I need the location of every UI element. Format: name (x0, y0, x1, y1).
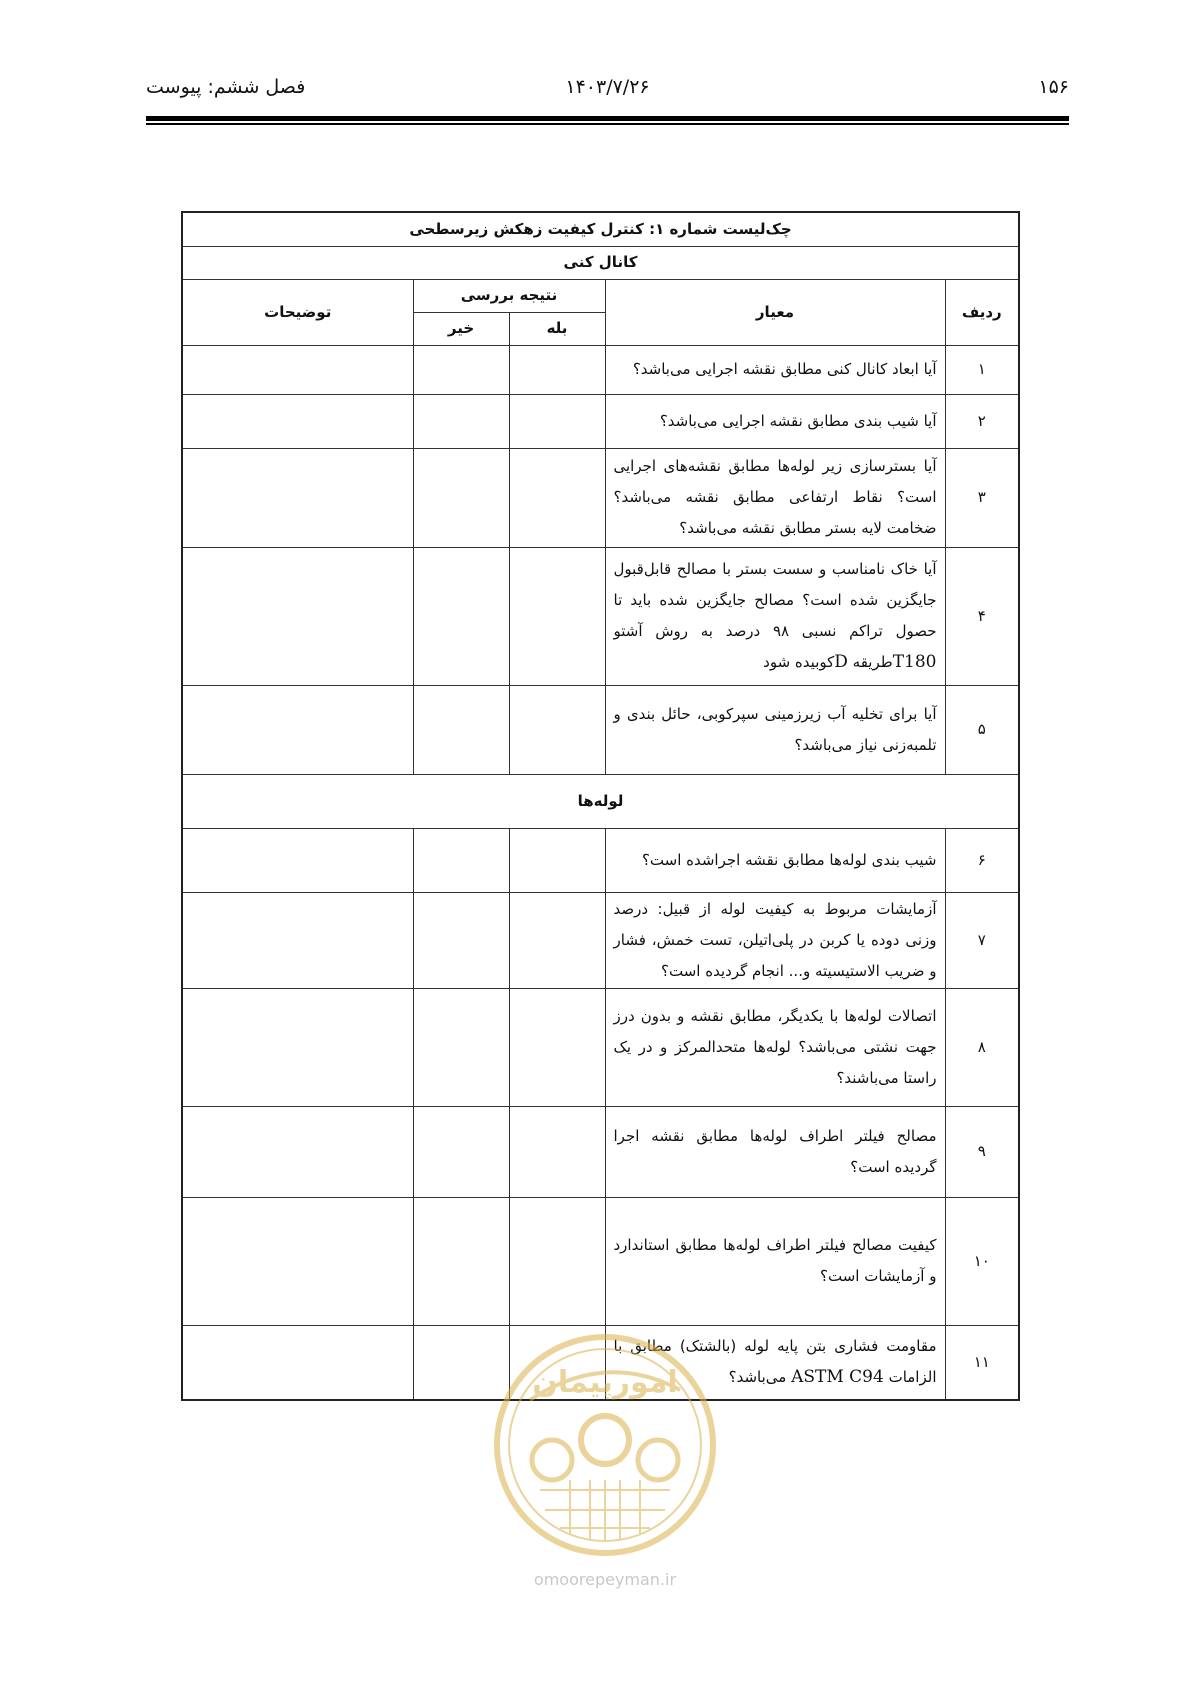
section-row (182, 246, 1019, 279)
row-number: ۶ (945, 828, 1019, 892)
cell-yes[interactable] (509, 828, 605, 892)
cell-no[interactable] (413, 448, 509, 547)
chapter-title: فصل ششم: پیوست (146, 76, 306, 98)
standard-code: ASTM C94 (791, 1367, 884, 1388)
row-criterion: آزمایشات مربوط به کیفیت لوله از قبیل: درصد وزنی دوده یا کربن در پلی‌اتیلن، تست خمش، فشار و ضریب الاستیسیته و... انجام گردیده است؟ (605, 892, 945, 988)
cell-no[interactable] (413, 988, 509, 1106)
table-row (182, 892, 1019, 988)
row-criterion: شیب بندی لوله‌ها مطابق نقشه اجراشده است؟ (605, 828, 945, 892)
cell-no[interactable] (413, 828, 509, 892)
cell-yes[interactable] (509, 345, 605, 394)
standard-code: D (834, 652, 848, 672)
row-criterion: آیا بسترسازی زیر لوله‌ها مطابق نقشه‌های اجرایی است؟ نقاط ارتفاعی مطابق نقشه می‌باشد؟ ضخامت لایه بستر مطابق نقشه می‌باشد؟ (605, 448, 945, 547)
row-number: ۴ (945, 547, 1019, 685)
standard-code: T180 (892, 652, 937, 672)
col-header-yes: بله (509, 312, 605, 345)
cell-notes[interactable] (182, 1106, 413, 1197)
table-row (182, 345, 1019, 394)
table-row (182, 1106, 1019, 1197)
cell-yes[interactable] (509, 892, 605, 988)
table-row (182, 685, 1019, 774)
cell-notes[interactable] (182, 394, 413, 448)
row-number: ۵ (945, 685, 1019, 774)
header-rule-thin (146, 123, 1069, 125)
watermark-site: omoorepeyman.ir (533, 1570, 677, 1589)
section-title-pipes: لوله‌ها (182, 774, 1019, 828)
header-rule-thick (146, 116, 1069, 121)
cell-no[interactable] (413, 1197, 509, 1325)
col-header-criterion: معیار (605, 279, 945, 345)
row-criterion: آیا شیب بندی مطابق نقشه اجرایی می‌باشد؟ (605, 394, 945, 448)
cell-notes[interactable] (182, 828, 413, 892)
cell-notes[interactable] (182, 892, 413, 988)
row-number: ۸ (945, 988, 1019, 1106)
table-row (182, 1197, 1019, 1325)
table-title: چک‌لیست شماره ۱: کنترل کیفیت زهکش زیرسطحی (182, 212, 1019, 246)
page-number: ۱۵۶ (1038, 76, 1069, 98)
page-header (146, 76, 1069, 106)
row-criterion: آیا برای تخلیه آب زیرزمینی سپرکوبی، حائل بندی و تلمبه‌زنی نیاز می‌باشد؟ (605, 685, 945, 774)
row-number: ۳ (945, 448, 1019, 547)
row-number: ۷ (945, 892, 1019, 988)
criterion-text: مقاومت فشاری بتن پایه لوله (بالشتک) مطابق با الزامات (613, 1337, 937, 1387)
cell-notes[interactable] (182, 685, 413, 774)
cell-yes[interactable] (509, 988, 605, 1106)
cell-no[interactable] (413, 892, 509, 988)
section-title-excavation: کانال کنی (182, 246, 1019, 279)
row-number: ۱ (945, 345, 1019, 394)
cell-yes[interactable] (509, 394, 605, 448)
cell-no[interactable] (413, 345, 509, 394)
checklist-table (181, 211, 1020, 1401)
column-header-row (182, 279, 1019, 312)
cell-notes[interactable] (182, 988, 413, 1106)
table-row (182, 828, 1019, 892)
row-criterion: آیا ابعاد کانال کنی مطابق نقشه اجرایی می‌باشد؟ (605, 345, 945, 394)
cell-no[interactable] (413, 547, 509, 685)
table-row (182, 547, 1019, 685)
row-number: ۹ (945, 1106, 1019, 1197)
cell-no[interactable] (413, 685, 509, 774)
cell-notes[interactable] (182, 547, 413, 685)
criterion-text: کوبیده شود (763, 653, 835, 671)
section-row (182, 774, 1019, 828)
cell-no[interactable] (413, 1106, 509, 1197)
watermark-text: امورپیمان (532, 1365, 678, 1400)
cell-notes[interactable] (182, 345, 413, 394)
col-header-result: نتیجه بررسی (413, 279, 605, 312)
col-header-no: خیر (413, 312, 509, 345)
cell-notes[interactable] (182, 1197, 413, 1325)
row-criterion (605, 547, 945, 685)
col-header-notes: توضیحات (182, 279, 413, 345)
row-number: ۱۰ (945, 1197, 1019, 1325)
row-number: ۲ (945, 394, 1019, 448)
header-date: ۱۴۰۳/۷/۲۶ (565, 76, 650, 98)
table-row (182, 988, 1019, 1106)
cell-yes[interactable] (509, 685, 605, 774)
row-criterion: مصالح فیلتر اطراف لوله‌ها مطابق نقشه اجرا گردیده است؟ (605, 1106, 945, 1197)
watermark-seal (490, 1330, 720, 1560)
col-header-row-no: ردیف (945, 279, 1019, 345)
table-row (182, 394, 1019, 448)
cell-yes[interactable] (509, 1106, 605, 1197)
row-criterion: اتصالات لوله‌ها با یکدیگر، مطابق نقشه و بدون درز جهت نشتی می‌باشد؟ لوله‌ها متحدالمرکز و در یک راستا می‌باشند؟ (605, 988, 945, 1106)
row-number: ۱۱ (945, 1325, 1019, 1400)
criterion-text: می‌باشد؟ (728, 1368, 792, 1387)
table-row (182, 448, 1019, 547)
criterion-text: طریقه (847, 653, 893, 671)
cell-notes[interactable] (182, 448, 413, 547)
row-criterion: کیفیت مصالح فیلتر اطراف لوله‌ها مطابق استاندارد و آزمایشات است؟ (605, 1197, 945, 1325)
cell-yes[interactable] (509, 448, 605, 547)
table-title-row (182, 212, 1019, 246)
cell-yes[interactable] (509, 1197, 605, 1325)
cell-notes[interactable] (182, 1325, 413, 1400)
criterion-text: آیا خاک نامناسب و سست بستر با مصالح قابل‌قبول جایگزین شده است؟ مصالح جایگزین شده باید تا حصول تراکم نسبی ۹۸ درصد به روش آشتو (613, 560, 937, 640)
cell-no[interactable] (413, 394, 509, 448)
cell-yes[interactable] (509, 547, 605, 685)
